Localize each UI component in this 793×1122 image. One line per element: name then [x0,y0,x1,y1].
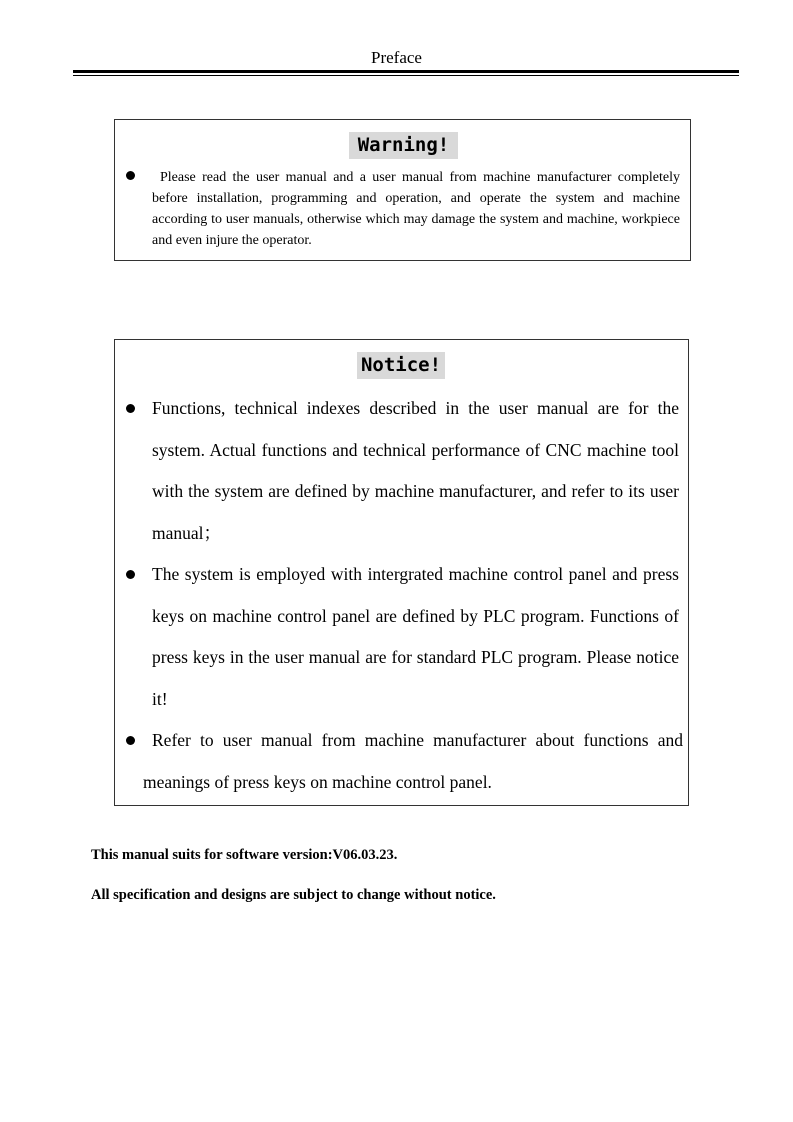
header-rule-thick [73,70,739,73]
page-header-title: Preface [371,48,422,67]
notice-box [114,339,689,806]
bullet-dot-icon [126,171,135,180]
notice-item: The system is employed with intergrated machine control panel and press keys on machine control panel are defined by PLC program. Functions of press keys in the user manual are for standard PLC program. Please notice it! [152,564,679,709]
warning-box [114,119,691,261]
notice-item: Refer to user manual from machine manufacturer about functions and meanings of press keys on machine control panel. [143,730,683,792]
bullet-dot-icon [126,404,135,413]
change-notice: All specification and designs are subject to change without notice. [91,887,496,903]
warning-title: Warning! [349,132,458,159]
bullet-dot-icon [126,736,135,745]
header-rule-thin [73,75,739,76]
software-version-note: This manual suits for software version:V06.03.23. [91,847,398,863]
notice-title: Notice! [357,352,445,379]
warning-text: Please read the user manual and a user manual from machine manufacturer completely before installation, programming and operation, and operate the system and machine according to user manuals, otherwise which may damage the system and machine, workpiece and even injure the operator. [152,170,680,248]
notice-item: Functions, technical indexes described in the user manual are for the system. Actual functions and technical performance of CNC machine tool with the system are defined by machine manufacturer, and refer to its user manual； [152,398,679,543]
bullet-dot-icon [126,570,135,579]
